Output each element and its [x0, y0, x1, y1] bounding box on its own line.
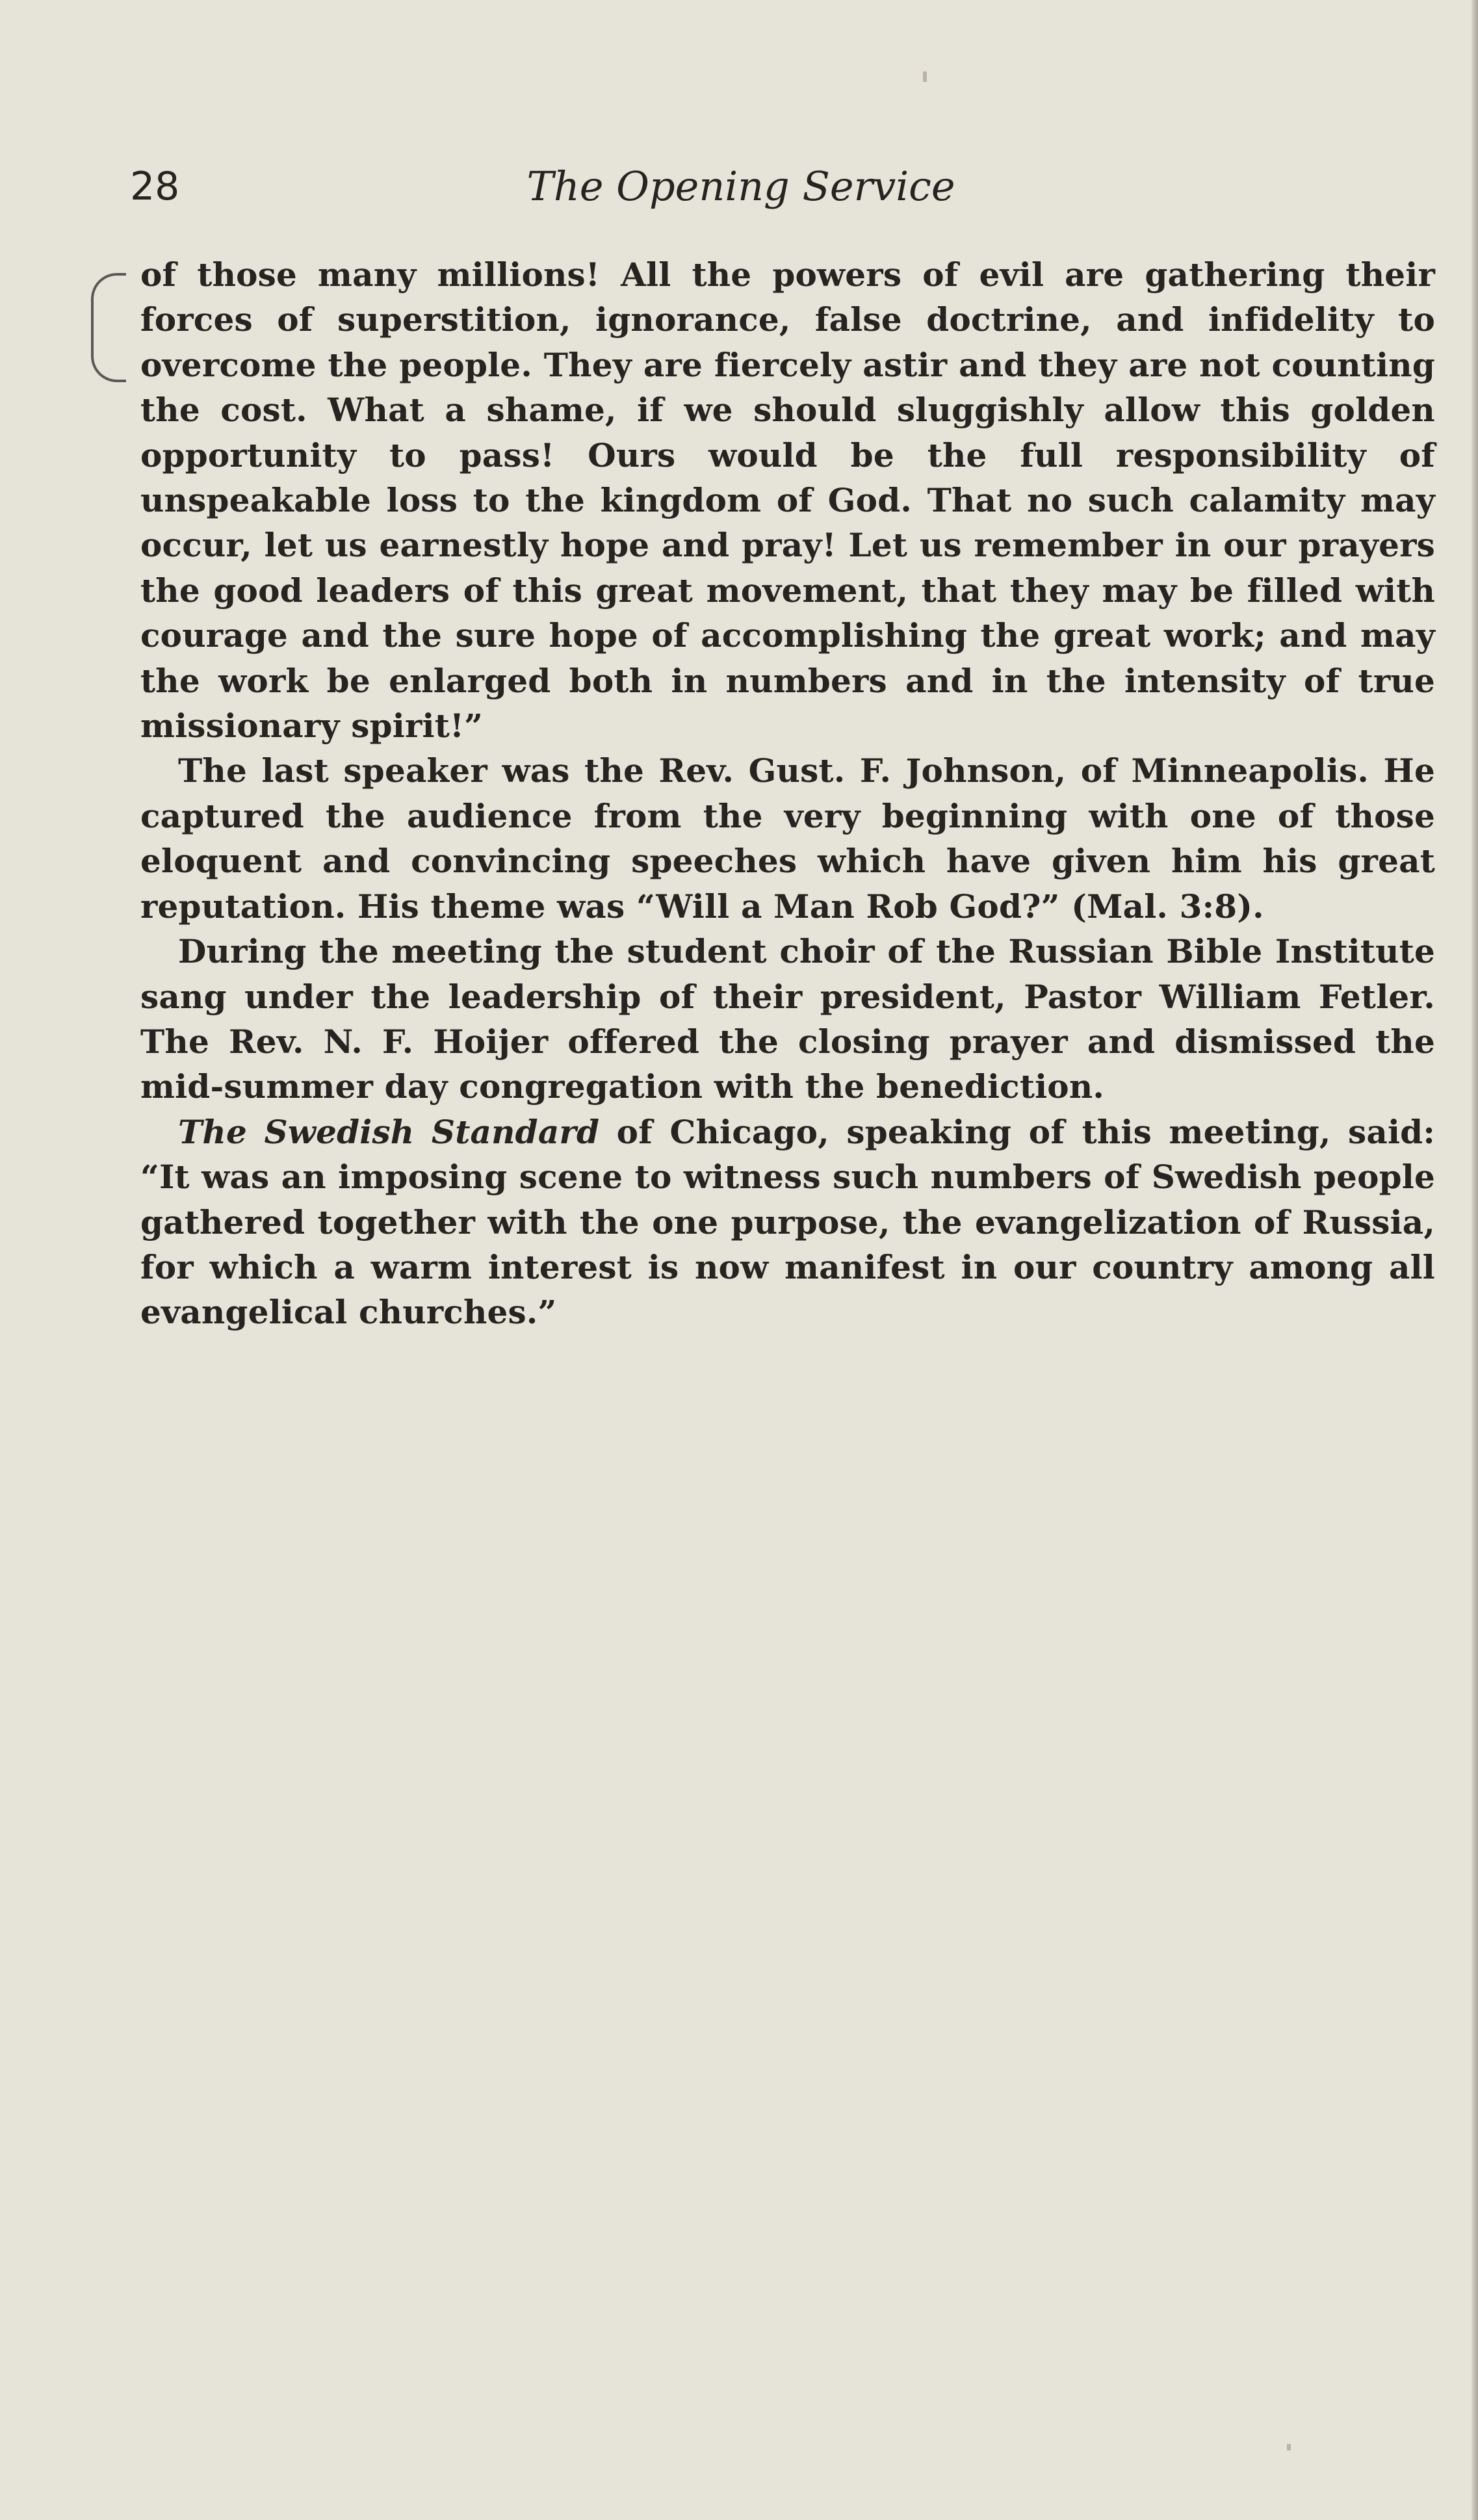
margin-bracket-mark — [91, 273, 126, 382]
running-head: The Opening Service — [526, 162, 955, 210]
page-edge-shadow — [1472, 0, 1478, 2520]
page-number: 28 — [130, 164, 180, 209]
paragraph-2: The last speaker was the Rev. Gust. F. Johnson, of Minneapolis. He captured the audience from the very beginning with one of those eloquent and convincing speeches which have given him his great reputation. His theme was “Will a Man Rob God?” (Mal. 3:8). — [140, 751, 1435, 926]
scan-speck — [923, 71, 927, 82]
body-text — [140, 252, 1435, 1335]
paragraph-3: During the meeting the student choir of the Russian Bible Institute sang under the leadership of their president, Pastor William Fetler. The Rev. N. F. Hoijer offered the closing prayer and dismissed the mid-summer day congregation with the benediction. — [140, 932, 1435, 1106]
page-header — [130, 151, 1352, 222]
paragraph-1: of those many millions! All the powers of evil are gathering their forces of superstition, ignorance, false doctrine, and infidelity to overcome the people. They are fiercely astir and they are not counting the cost. What a shame, if we should sluggishly allow this golden opportunity to pass! Ours would be the full responsibility of unspeakable loss to the kingdom of God. That no such calamity may occur, let us earnestly hope and pray! Let us remember in our prayers the good leaders of this great movement, that they may be filled with courage and the sure hope of accomplishing the great work; and may the work be enlarged both in numbers and in the intensity of true missionary spirit!” — [140, 255, 1435, 746]
scan-speck — [1287, 2444, 1291, 2450]
publication-title: The Swedish Standard — [178, 1112, 600, 1151]
paragraph-4 — [140, 1110, 1435, 1335]
paragraph-4-text: of Chicago, speaking of this meeting, said: “It was an imposing scene to witness such numbers of Swedish people gathered together with the one purpose, the evangelization of Russia, for which a warm interest is now manifest in our country among all evangelical churches.” — [140, 1112, 1435, 1332]
